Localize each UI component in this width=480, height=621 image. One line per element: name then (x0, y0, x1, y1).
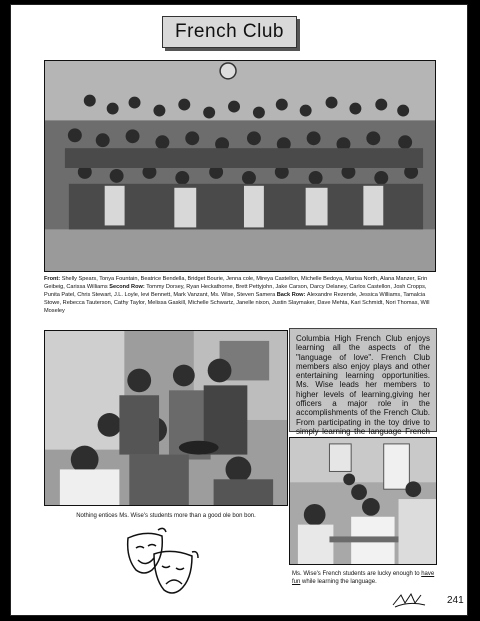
front-label: Front: (44, 276, 62, 282)
classroom-caption-underlined: have fun (292, 571, 435, 585)
club-description: Columbia High French Club enjoys learning all the aspects of the "language of love". French Club members also enjoy plays and other entertaining learning opportunities. Ms. Wise leads her members to higher levels of learning,giving her officers a major role in the accomplishments of the French Club. From participating in the toy drive to simply learning the language French (289, 328, 437, 432)
bon-bon-photo-image (45, 331, 287, 505)
theater-masks-icon (122, 524, 202, 604)
classroom-caption (292, 570, 442, 586)
group-photo-image (45, 61, 435, 271)
classroom-photo-image (290, 438, 436, 564)
back-row-names: Alexandre Rezende, Jessica Williams, Tamalcia Stowe, Rebecca Tauterson, Cathy Taylor, Melissa Gaskill, Michelle Schwartz, Janelle nixon, Justin Slaymaker, Dave Mehta, Kari Schmidt, Nori Thomas, Will Moseley (44, 292, 430, 314)
title-banner (162, 16, 297, 48)
classroom-caption-end: while learning the language. (300, 579, 377, 585)
front-row-names: Shelly Spears, Tonya Fountain, Beatrice Bendella, Bridget Bourie, Jenna cole, Mireya Castellon, Michelle Bedoya, Marisa North, Alana Manzer, Erin Geibeig, Carissa Williams (44, 276, 428, 290)
bon-bon-caption: Nothing entices Ms. Wise's students more than a good ole bon bon. (76, 513, 256, 519)
bon-bon-photo (44, 330, 288, 506)
page-number: 241 (447, 595, 464, 606)
group-photo-caption (44, 275, 436, 315)
page-title: French Club (175, 21, 284, 42)
classroom-photo (289, 437, 437, 565)
classroom-caption-start: Ms. Wise's French students are lucky enough to (292, 571, 422, 577)
group-photo (44, 60, 436, 272)
yearbook-page (10, 4, 468, 616)
yearbook-signature-logo (391, 591, 429, 609)
back-row-label: Back Row: (276, 292, 307, 298)
second-row-names: Tommy Dorsey, Ryan Heckathorne, Brett Pettyjohn, Jake Carson, Darcy Delaney, Carlos Castellon, Josh Cropps, Punita Patel, Chris Stewart, J.L. Loyle, levi Bennett, Mark Vanzant, Ms. Wise, Steven Samera (44, 284, 427, 298)
second-row-label: Second Row: (109, 284, 147, 290)
